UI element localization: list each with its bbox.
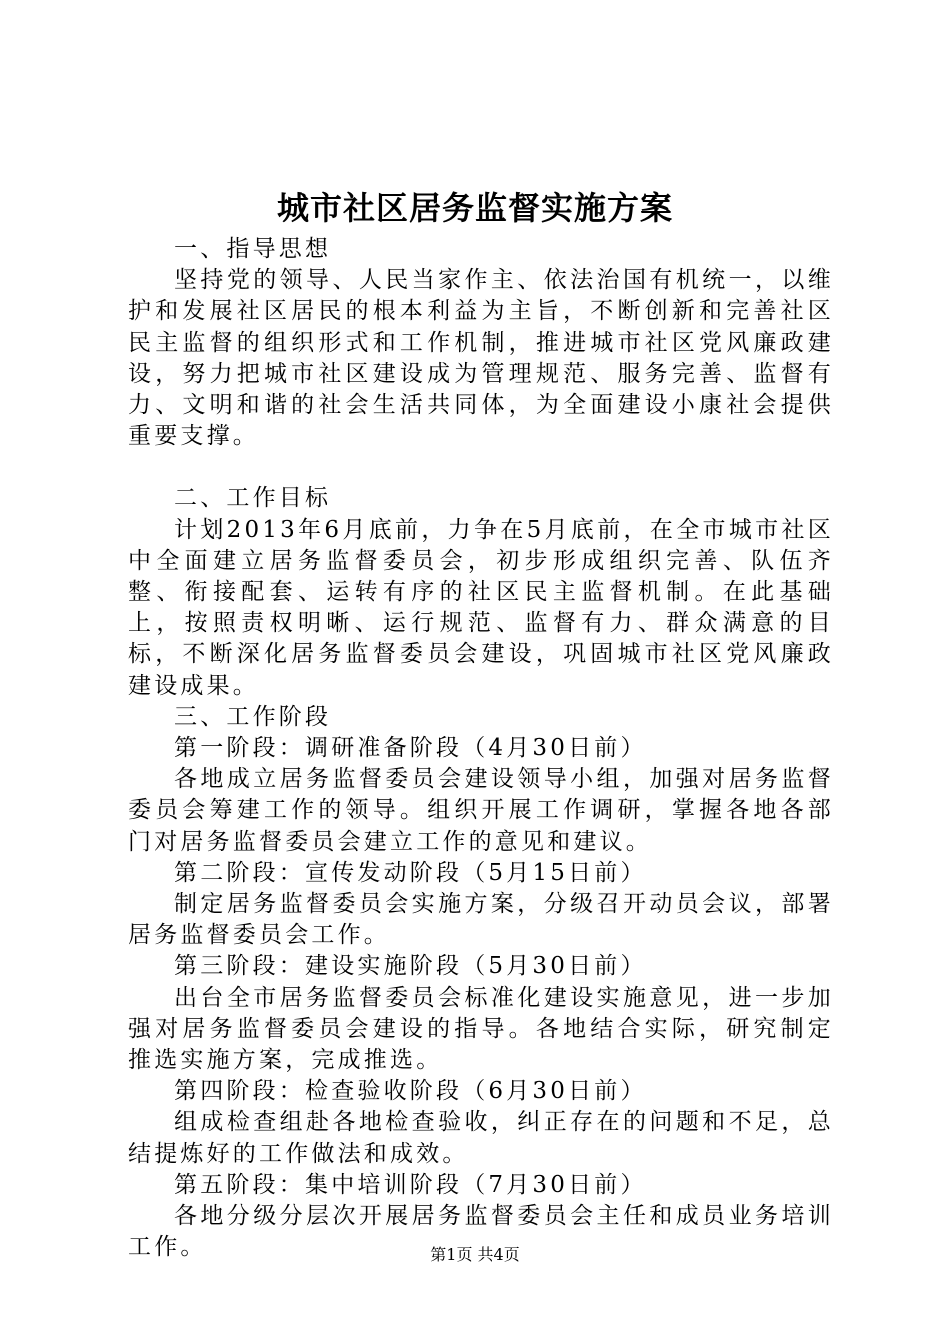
stage-paragraph-2: 制定居务监督委员会实施方案，分级召开动员会议，部署居务监督委员会工作。: [128, 891, 834, 949]
section-heading-work-goals: 二、工作目标: [174, 485, 332, 512]
stage-paragraph-1: 各地成立居务监督委员会建设领导小组，加强对居务监督委员会筹建工作的领导。组织开展工作调研，掌握各地各部门对居务监督委员会建立工作的意见和建议。: [128, 766, 834, 855]
document-body: [128, 234, 834, 1264]
section-heading-guiding-thought: 一、指导思想: [174, 236, 332, 262]
stage-heading-3: 第三阶段：建设实施阶段（5月30日前）: [174, 953, 647, 980]
stage-heading-5: 第五阶段：集中培训阶段（7月30日前）: [174, 1171, 647, 1198]
page-number-footer: 第1页 共4页: [430, 1245, 520, 1264]
stage-paragraph-3: 出台全市居务监督委员会标准化建设实施意见，进一步加强对居务监督委员会建设的指导。各地结合实际，研究制定推选实施方案，完成推选。: [128, 984, 834, 1074]
stage-heading-1: 第一阶段：调研准备阶段（4月30日前）: [174, 735, 647, 762]
paragraph-guiding-thought: 坚持党的领导、人民当家作主、依法治国有机统一，以维护和发展社区居民的根本利益为主旨，不断创新和完善社区民主监督的组织形式和工作机制，推进城市社区党风廉政建设，努力把城市社区建设成为管理规范、服务完善、监督有力、文明和谐的社会生活共同体，为全面建设小康社会提供重要支撑。: [128, 267, 834, 450]
document-title: 城市社区居务监督实施方案: [276, 189, 673, 227]
stage-heading-2: 第二阶段：宣传发动阶段（5月15日前）: [174, 859, 647, 886]
stage-paragraph-4: 组成检查组赴各地检查验收，纠正存在的问题和不足，总结提炼好的工作做法和成效。: [128, 1109, 834, 1167]
stage-heading-4: 第四阶段：检查验收阶段（6月30日前）: [174, 1078, 647, 1105]
paragraph-work-goals: 计划2013年6月底前，力争在5月底前，在全市城市社区中全面建立居务监督委员会，初步形成组织完善、队伍齐整、衔接配套、运转有序的社区民主监督机制。在此基础上，按照责权明晰、运行规范、监督有力、群众满意的目标，不断深化居务监督委员会建设，巩固城市社区党风廉政建设成果。: [128, 516, 834, 699]
stage-paragraph-5: 各地分级分层次开展居务监督委员会主任和成员业务培训工作。: [128, 1203, 834, 1261]
section-heading-work-stages: 三、工作阶段: [174, 703, 332, 730]
